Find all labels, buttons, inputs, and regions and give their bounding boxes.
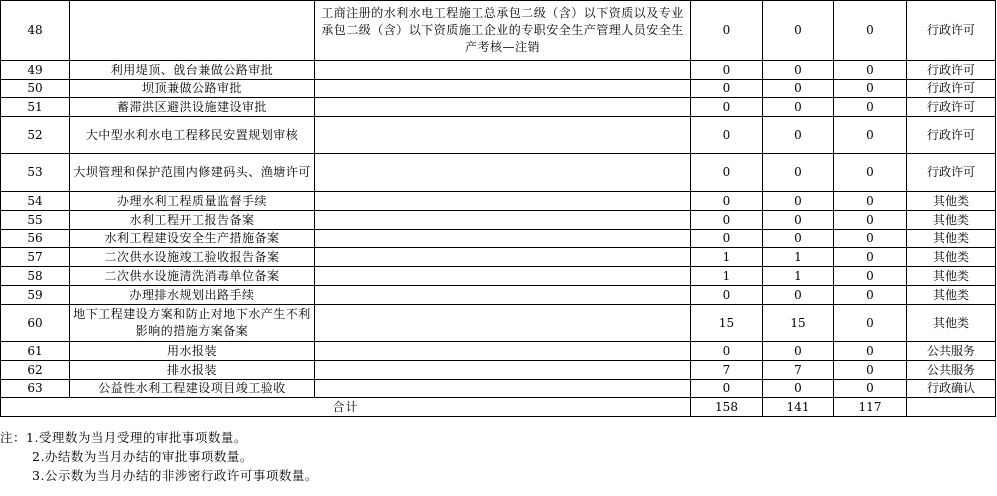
completed-count: 0 xyxy=(763,98,834,117)
table-row xyxy=(1,230,996,248)
total-completed: 141 xyxy=(763,398,834,417)
sub-item xyxy=(315,230,691,248)
published-count: 0 xyxy=(834,305,907,342)
published-count: 0 xyxy=(834,211,907,230)
item-name: 大中型水利水电工程移民安置规划审核 xyxy=(70,117,315,154)
total-accepted: 158 xyxy=(691,398,763,417)
completed-count: 1 xyxy=(763,267,834,286)
accepted-count: 0 xyxy=(691,80,763,98)
sub-item xyxy=(315,305,691,342)
published-count: 0 xyxy=(834,192,907,211)
accepted-count: 0 xyxy=(691,211,763,230)
published-count: 0 xyxy=(834,98,907,117)
published-count: 0 xyxy=(834,154,907,192)
footnote-1: 注：1.受理数为当月受理的审批事项数量。 xyxy=(0,430,247,445)
table-row xyxy=(1,380,996,398)
item-category: 其他类 xyxy=(907,230,996,248)
accepted-count: 1 xyxy=(691,248,763,267)
item-category: 其他类 xyxy=(907,305,996,342)
sub-item xyxy=(315,286,691,305)
sub-item xyxy=(315,192,691,211)
item-name: 办理水利工程质量监督手续 xyxy=(70,192,315,211)
item-category: 其他类 xyxy=(907,248,996,267)
completed-count: 0 xyxy=(763,230,834,248)
row-number: 51 xyxy=(1,98,70,117)
table-row xyxy=(1,80,996,98)
item-name: 排水报装 xyxy=(70,361,315,380)
accepted-count: 1 xyxy=(691,267,763,286)
completed-count: 0 xyxy=(763,61,834,80)
item-name xyxy=(70,1,315,61)
row-number: 57 xyxy=(1,248,70,267)
accepted-count: 0 xyxy=(691,192,763,211)
item-category: 其他类 xyxy=(907,286,996,305)
total-published: 117 xyxy=(834,398,907,417)
published-count: 0 xyxy=(834,117,907,154)
published-count: 0 xyxy=(834,248,907,267)
completed-count: 0 xyxy=(763,380,834,398)
published-count: 0 xyxy=(834,1,907,61)
item-category: 行政许可 xyxy=(907,117,996,154)
item-category: 其他类 xyxy=(907,211,996,230)
completed-count: 0 xyxy=(763,117,834,154)
table-row xyxy=(1,286,996,305)
sub-item xyxy=(315,154,691,192)
row-number: 54 xyxy=(1,192,70,211)
item-name: 水利工程建设安全生产措施备案 xyxy=(70,230,315,248)
sub-item xyxy=(315,361,691,380)
sub-item xyxy=(315,98,691,117)
total-category xyxy=(907,398,996,417)
completed-count: 0 xyxy=(763,1,834,61)
published-count: 0 xyxy=(834,342,907,361)
item-category: 行政许可 xyxy=(907,154,996,192)
item-category: 公共服务 xyxy=(907,342,996,361)
accepted-count: 0 xyxy=(691,61,763,80)
completed-count: 0 xyxy=(763,192,834,211)
row-number: 53 xyxy=(1,154,70,192)
accepted-count: 0 xyxy=(691,286,763,305)
table-body xyxy=(1,1,996,417)
item-category: 其他类 xyxy=(907,267,996,286)
row-number: 58 xyxy=(1,267,70,286)
row-number: 56 xyxy=(1,230,70,248)
completed-count: 7 xyxy=(763,361,834,380)
item-name: 二次供水设施清洗消毒单位备案 xyxy=(70,267,315,286)
completed-count: 1 xyxy=(763,248,834,267)
sub-item xyxy=(315,211,691,230)
item-name: 用水报装 xyxy=(70,342,315,361)
completed-count: 15 xyxy=(763,305,834,342)
published-count: 0 xyxy=(834,286,907,305)
item-name: 蓄滞洪区避洪设施建设审批 xyxy=(70,98,315,117)
completed-count: 0 xyxy=(763,154,834,192)
completed-count: 0 xyxy=(763,342,834,361)
item-name: 二次供水设施竣工验收报告备案 xyxy=(70,248,315,267)
table-row xyxy=(1,117,996,154)
total-label: 合计 xyxy=(1,398,691,417)
row-number: 50 xyxy=(1,80,70,98)
item-name: 公益性水利工程建设项目竣工验收 xyxy=(70,380,315,398)
table-row xyxy=(1,1,996,61)
published-count: 0 xyxy=(834,61,907,80)
row-number: 49 xyxy=(1,61,70,80)
item-name: 地下工程建设方案和防止对地下水产生不利影响的措施方案备案 xyxy=(70,305,315,342)
published-count: 0 xyxy=(834,267,907,286)
accepted-count: 0 xyxy=(691,342,763,361)
row-number: 48 xyxy=(1,1,70,61)
row-number: 63 xyxy=(1,380,70,398)
table-row xyxy=(1,248,996,267)
accepted-count: 0 xyxy=(691,98,763,117)
item-name: 水利工程开工报告备案 xyxy=(70,211,315,230)
row-number: 55 xyxy=(1,211,70,230)
table-row xyxy=(1,211,996,230)
accepted-count: 0 xyxy=(691,154,763,192)
row-number: 60 xyxy=(1,305,70,342)
item-category: 行政许可 xyxy=(907,98,996,117)
row-number: 59 xyxy=(1,286,70,305)
item-category: 行政许可 xyxy=(907,1,996,61)
item-category: 其他类 xyxy=(907,192,996,211)
table-row xyxy=(1,61,996,80)
accepted-count: 7 xyxy=(691,361,763,380)
published-count: 0 xyxy=(834,380,907,398)
sub-item xyxy=(315,380,691,398)
item-category: 公共服务 xyxy=(907,361,996,380)
sub-item xyxy=(315,248,691,267)
footnote-2: 2.办结数为当月办结的审批事项数量。 xyxy=(32,449,253,464)
item-name: 利用堤顶、戗台兼做公路审批 xyxy=(70,61,315,80)
accepted-count: 0 xyxy=(691,117,763,154)
sub-item xyxy=(315,267,691,286)
sub-item: 工商注册的水利水电工程施工总承包二级（含）以下资质以及专业承包二级（含）以下资质施工企业的专职安全生产管理人员安全生产考核—注销 xyxy=(315,1,691,61)
row-number: 52 xyxy=(1,117,70,154)
published-count: 0 xyxy=(834,230,907,248)
item-name: 坝顶兼做公路审批 xyxy=(70,80,315,98)
item-category: 行政确认 xyxy=(907,380,996,398)
footnotes xyxy=(0,428,318,485)
sub-item xyxy=(315,61,691,80)
completed-count: 0 xyxy=(763,80,834,98)
table-row xyxy=(1,154,996,192)
accepted-count: 15 xyxy=(691,305,763,342)
sub-item xyxy=(315,117,691,154)
sub-item xyxy=(315,80,691,98)
table-row xyxy=(1,267,996,286)
item-category: 行政许可 xyxy=(907,80,996,98)
item-name: 大坝管理和保护范围内修建码头、渔塘许可 xyxy=(70,154,315,192)
published-count: 0 xyxy=(834,80,907,98)
total-row xyxy=(1,398,996,417)
completed-count: 0 xyxy=(763,286,834,305)
footnote-3: 3.公示数为当月办结的非涉密行政许可事项数量。 xyxy=(32,468,318,483)
row-number: 61 xyxy=(1,342,70,361)
accepted-count: 0 xyxy=(691,1,763,61)
completed-count: 0 xyxy=(763,211,834,230)
table-row xyxy=(1,192,996,211)
item-name: 办理排水规划出路手续 xyxy=(70,286,315,305)
accepted-count: 0 xyxy=(691,230,763,248)
table-row xyxy=(1,98,996,117)
row-number: 62 xyxy=(1,361,70,380)
table-row xyxy=(1,361,996,380)
table-row xyxy=(1,342,996,361)
sub-item xyxy=(315,342,691,361)
table-row xyxy=(1,305,996,342)
item-category: 行政许可 xyxy=(907,61,996,80)
accepted-count: 0 xyxy=(691,380,763,398)
published-count: 0 xyxy=(834,361,907,380)
